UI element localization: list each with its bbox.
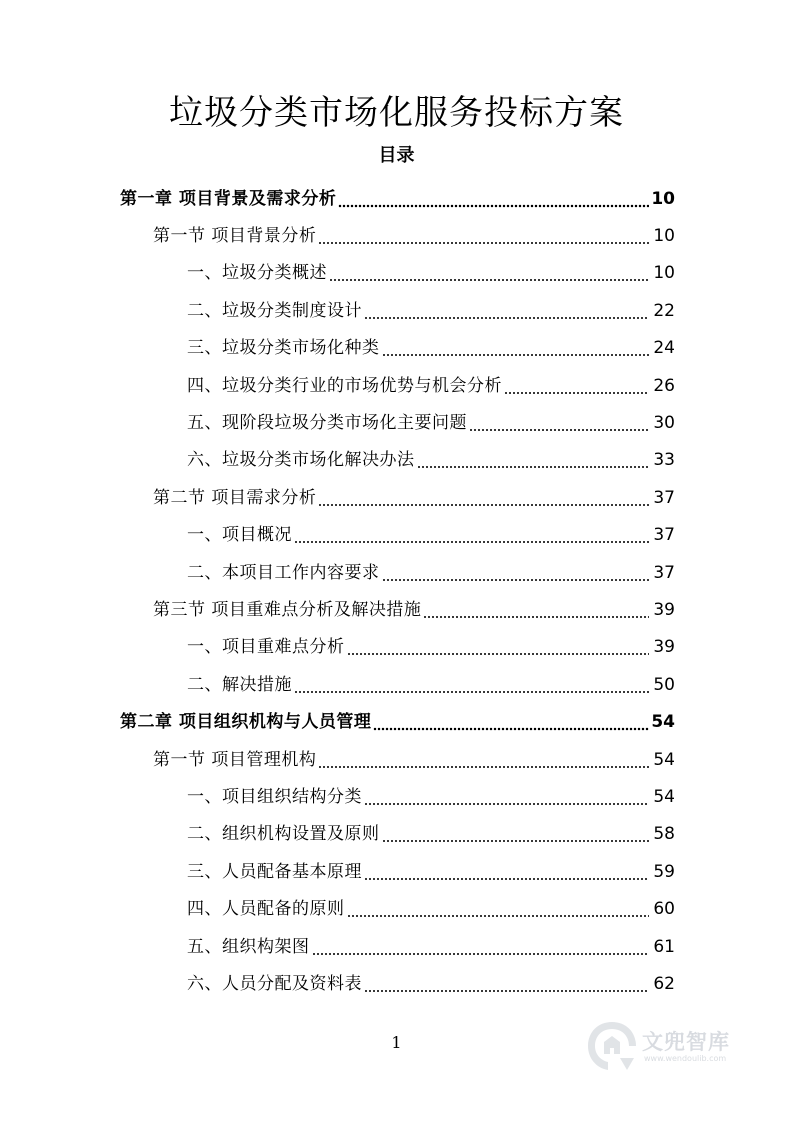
toc-entry-page: 60 [653,899,675,920]
toc-entry-text: 二、垃圾分类制度设计 [187,300,362,321]
toc-entry-page: 62 [653,973,675,994]
toc-entry-page: 39 [653,637,675,658]
toc-entry-page: 26 [653,375,675,396]
watermark-brand: 文兜智库 [642,1030,730,1054]
toc-entry[interactable] [0,330,793,367]
toc-entry-page: 22 [653,300,675,321]
toc-dot-leader [347,898,650,920]
toc-entry-text: 一、项目组织结构分类 [187,786,362,807]
toc-entry[interactable] [0,703,793,740]
toc-entry[interactable] [0,666,793,703]
toc-entry[interactable] [0,517,793,554]
toc-dot-leader [347,636,650,658]
toc-entry-text: 一、项目概况 [187,525,292,546]
toc-entry-page: 10 [651,188,675,209]
toc-entry-text: 四、人员配备的原则 [187,899,345,920]
toc-entry[interactable] [0,853,793,890]
toc-dot-leader [373,711,649,733]
toc-entry-text: 六、人员分配及资料表 [187,973,362,994]
toc-dot-leader [417,449,650,471]
toc-dot-leader [364,300,649,322]
toc-entry-text: 五、组织构架图 [187,936,310,957]
toc-entry-page: 33 [653,450,675,471]
toc-entry-text: 四、垃圾分类行业的市场优势与机会分析 [187,375,502,396]
toc-dot-leader [318,225,649,247]
toc-dot-leader [294,674,649,696]
toc-entry-text: 三、垃圾分类市场化种类 [187,338,380,359]
toc-entry[interactable] [0,442,793,479]
toc-entry[interactable] [0,367,793,404]
toc-entry-text: 二、组织机构设置及原则 [187,824,380,845]
toc-entry-text: 一、项目重难点分析 [187,637,345,658]
toc-entry-text: 第一节 项目管理机构 [153,749,317,770]
toc-entry[interactable] [0,816,793,853]
toc-dot-leader [364,973,649,995]
toc-entry-page: 10 [653,226,675,247]
toc-entry[interactable] [0,180,793,217]
watermark-logo-icon [584,1018,640,1074]
document-title: 垃圾分类市场化服务投标方案 [169,93,624,133]
toc-entry[interactable] [0,965,793,1002]
toc-dot-leader [382,562,650,584]
toc-entry-text: 第二章 项目组织机构与人员管理 [120,712,372,733]
toc-entry-text: 一、垃圾分类概述 [187,263,327,284]
toc-entry-text: 六、垃圾分类市场化解决办法 [187,450,415,471]
toc-dot-leader [294,524,649,546]
toc-entry-text: 第三节 项目重难点分析及解决措施 [153,599,422,620]
toc-dot-leader [423,599,649,621]
toc-entry[interactable] [0,890,793,927]
toc-dot-leader [469,412,649,434]
toc-entry[interactable] [0,928,793,965]
watermark [584,1018,784,1074]
toc-entry-page: 59 [653,861,675,882]
toc-entry[interactable] [0,741,793,778]
toc-entry-page: 24 [653,338,675,359]
toc-heading: 目录 [378,145,415,166]
toc-dot-leader [329,262,649,284]
toc-entry[interactable] [0,778,793,815]
toc-entry-page: 54 [653,786,675,807]
toc-entry-page: 50 [653,674,675,695]
toc-dot-leader [504,375,649,397]
toc-entry[interactable] [0,292,793,329]
toc-entry-page: 54 [653,749,675,770]
toc-entry[interactable] [0,217,793,254]
toc-entry[interactable] [0,479,793,516]
toc-dot-leader [382,823,650,845]
toc-entry-text: 五、现阶段垃圾分类市场化主要问题 [187,413,467,434]
toc-entry-page: 54 [651,712,675,733]
toc-dot-leader [364,861,649,883]
toc-dot-leader [312,936,650,958]
toc-entry[interactable] [0,554,793,591]
toc-entry-page: 37 [653,487,675,508]
toc-dot-leader [318,487,649,509]
toc-dot-leader [382,337,650,359]
toc-entry-text: 第一章 项目背景及需求分析 [120,188,337,209]
toc-entry-page: 10 [653,263,675,284]
toc-entry[interactable] [0,629,793,666]
toc-entry-text: 二、本项目工作内容要求 [187,562,380,583]
toc-entry-page: 37 [653,562,675,583]
toc-dot-leader [364,786,649,808]
toc-entry-page: 61 [653,936,675,957]
page-number: 1 [391,1033,402,1052]
toc-entry-page: 37 [653,525,675,546]
toc-entry-text: 二、解决措施 [187,674,292,695]
table-of-contents [0,180,793,1003]
toc-entry-page: 30 [653,413,675,434]
toc-entry[interactable] [0,404,793,441]
toc-entry[interactable] [0,591,793,628]
toc-entry-text: 三、人员配备基本原理 [187,861,362,882]
toc-entry[interactable] [0,255,793,292]
toc-entry-page: 39 [653,599,675,620]
toc-entry-text: 第二节 项目需求分析 [153,487,317,508]
toc-dot-leader [318,749,649,771]
toc-dot-leader [338,188,649,210]
toc-entry-text: 第一节 项目背景分析 [153,226,317,247]
watermark-url: www.wendoulib.com [644,1054,727,1063]
toc-entry-page: 58 [653,824,675,845]
